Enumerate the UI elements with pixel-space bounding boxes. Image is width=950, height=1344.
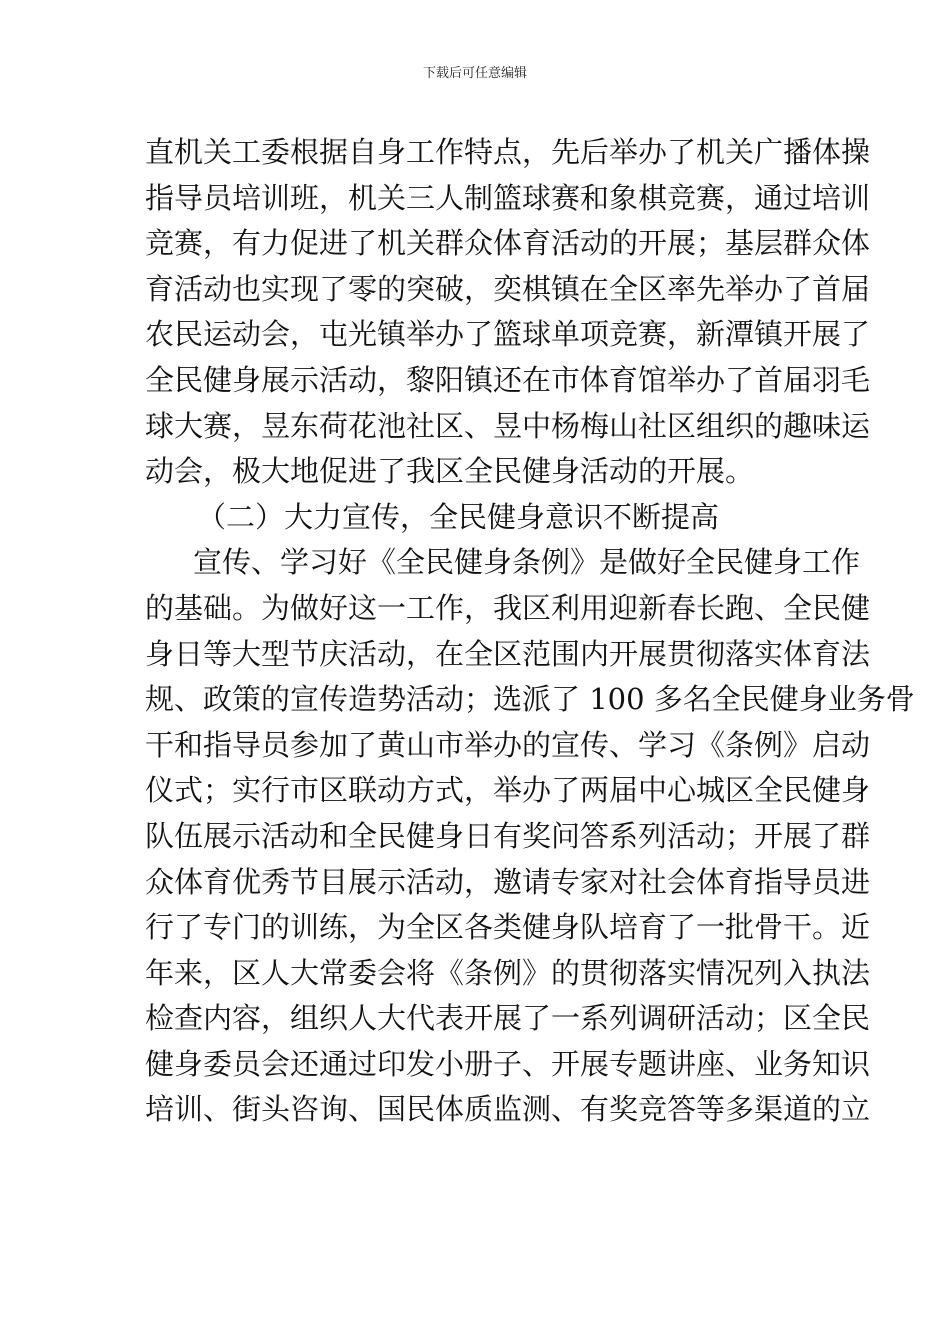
paragraph-2-line-5: 干和指导员参加了黄山市举办的宣传、学习《条例》启动 [145,727,871,762]
paragraph-1-line-6: 全民健身展示活动，黎阳镇还在市体育馆举办了首届羽毛 [145,362,871,397]
paragraph-1-line-4: 育活动也实现了零的突破，奕棋镇在全区率先举办了首届 [145,271,871,306]
paragraph-2-line-1: 宣传、学习好《全民健身条例》是做好全民健身工作 [193,545,861,580]
paragraph-2-line-11: 检查内容，组织人大代表开展了一系列调研活动；区全民 [145,1001,871,1036]
paragraph-1-line-7: 球大赛，昱东荷花池社区、昱中杨梅山社区组织的趣味运 [145,408,871,443]
page-header: 下载后可任意编辑 [422,66,527,81]
paragraph-2-line-8: 众体育优秀节目展示活动，邀请专家对社会体育指导员进 [145,864,871,899]
paragraph-2-line-12: 健身委员会还通过印发小册子、开展专题讲座、业务知识 [145,1046,871,1081]
section-heading: （二）大力宣传，全民健身意识不断提高 [197,499,720,534]
paragraph-1-line-3: 竞赛，有力促进了机关群众体育活动的开展；基层群众体 [145,226,871,261]
paragraph-2-line-9: 行了专门的训练，为全区各类健身队培育了一批骨干。近 [145,910,871,945]
document-body [145,130,915,1133]
paragraph-2-line-3: 身日等大型节庆活动，在全区范围内开展贯彻落实体育法 [145,636,871,671]
paragraph-2-line-6: 仪式；实行市区联动方式，举办了两届中心城区全民健身 [145,773,871,808]
paragraph-1-line-1: 直机关工委根据自身工作特点，先后举办了机关广播体操 [145,135,871,169]
paragraph-2-line-2: 的基础。为做好这一工作，我区利用迎新春长跑、全民健 [145,590,871,625]
paragraph-1-line-2: 指导员培训班，机关三人制篮球赛和象棋竞赛，通过培训 [145,180,871,215]
paragraph-2-line-7: 队伍展示活动和全民健身日有奖问答系列活动；开展了群 [145,818,871,853]
paragraph-2-line-4: 规、政策的宣传造势活动；选派了 100 多名全民健身业务骨 [145,682,915,717]
paragraph-2-line-10: 年来，区人大常委会将《条例》的贯彻落实情况列入执法 [145,955,871,990]
paragraph-1-line-8: 动会，极大地促进了我区全民健身活动的开展。 [145,454,755,489]
paragraph-2-line-13: 培训、街头咨询、国民体质监测、有奖竞答等多渠道的立 [145,1092,871,1127]
paragraph-1-line-5: 农民运动会，屯光镇举办了篮球单项竞赛，新潭镇开展了 [145,317,871,352]
